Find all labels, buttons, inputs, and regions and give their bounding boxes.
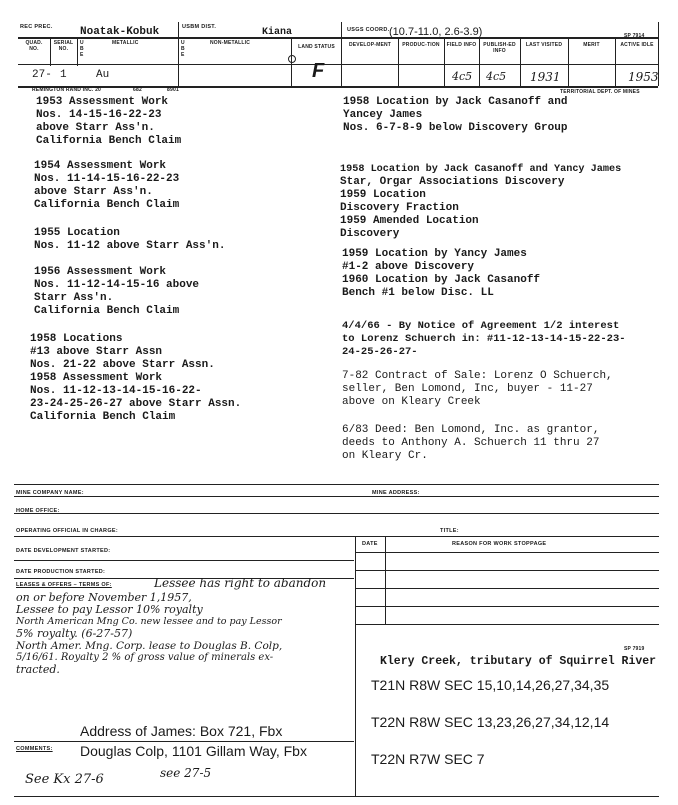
form-number-2: SP 7919 [624,646,645,652]
col-land-status: LAND STATUS [298,44,335,50]
entry-line: Nos. 11-12-14-15-16 above [34,279,200,291]
entry-line: Nos. 11-14-15-16-22-23 [34,173,180,185]
entry-line: 1956 Assessment Work [34,266,167,278]
usbm-dist-label: USBM DIST. [182,24,217,30]
left-entries-1956 [34,266,199,318]
note-line: 7-82 Contract of Sale: Lorenz O Schuerch, [342,370,613,382]
township-line: T22N R7W SEC 7 [371,751,485,767]
entry-line: 1955 Location [34,227,120,239]
col-metallic: METALLIC [112,40,139,46]
col-active-idle: ACTIVE IDLE [620,42,654,48]
note-line: 6/83 Deed: Ben Lomond, Inc. as grantor, [342,424,600,436]
entry-line: Bench #1 below Disc. LL [342,287,494,299]
entry-line: Nos. 11-12 above Starr Ass'n. [34,240,226,252]
comments-label: COMMENTS: [16,746,53,752]
metallic-value: Au [96,69,110,81]
col-field-info: FIELD INFO [446,42,477,48]
col-ube-1: U B E [80,40,84,58]
entry-line: California Bench Claim [36,135,182,147]
lease-line: on or before November 1,1957, [16,591,192,604]
entry-line: California Bench Claim [34,305,180,317]
reason-stoppage-label: REASON FOR WORK STOPPAGE [452,541,547,547]
right-notes-1966 [342,320,626,359]
note-line: 24-25-26-27- [342,346,418,358]
entry-line: 1958 Location by Jack Casanoff and [343,96,568,108]
printer-code-1: 682 [133,87,142,93]
date-production-label: DATE PRODUCTION STARTED: [16,569,106,575]
comment-line: Address of James: Box 721, Fbx [80,723,283,739]
land-status-value: F [312,60,325,82]
note-line: 4/4/66 - By Notice of Agreement 1/2 interest [342,320,620,332]
col-development: DEVELOP-MENT [348,42,392,48]
entry-line: California Bench Claim [30,411,176,423]
last-visited-value: 1931 [530,70,561,84]
printer-mark: REMINGTON RAND INC. 20 [32,87,102,93]
entry-line: Nos. 14-15-16-22-23 [36,109,162,121]
note-line: seller, Ben Lomond, Inc, buyer - 11-27 [342,383,593,395]
right-entries [343,96,567,135]
col-serial-no: SERIAL NO. [53,40,74,52]
leases-label: LEASES & OFFERS – TERMS OF: [16,582,112,588]
note-line: above on Kleary Creek [342,396,481,408]
entry-line: 1958 Assessment Work [30,372,163,384]
territorial-dept: TERRITORIAL DEPT. OF MINES [560,89,640,95]
col-ube-2: U B E [181,40,185,58]
township-line: T22N R8W SEC 13,23,26,27,34,12,14 [371,714,610,730]
entry-line: above Starr Ass'n. [36,122,155,134]
col-published-info: PUBLISH-ED INFO [483,42,516,54]
home-office-label: HOME OFFICE: [16,508,60,514]
operating-official-label: OPERATING OFFICIAL IN CHARGE: [16,528,118,534]
left-entries-1958 [30,333,241,424]
rec-prec-label: REC PREC. [20,24,53,30]
quad-value: 27- [32,69,52,81]
usgs-coord-label: USGS COORD. [347,27,390,33]
entry-line: California Bench Claim [34,199,180,211]
township-line: T21N R8W SEC 15,10,14,26,27,34,35 [371,677,610,693]
entry-line: Nos. 11-12-13-14-15-16-22- [30,385,202,397]
title-label: TITLE: [440,528,459,534]
col-quad-no: QUAD. NO. [25,40,43,52]
rec-prec-value: Noatak-Kobuk [80,26,160,38]
field-info-value: 4c5 [452,70,473,83]
note-line: to Lorenz Schuerch in: #11-12-13-14-15-22-23- [342,333,626,345]
entry-line: 1958 Locations [30,333,123,345]
lease-line: North Amer. Mng. Corp. lease to Douglas B. Colp, [16,640,283,652]
right-notes-1982 [342,370,613,409]
right-notes-1983 [342,424,599,463]
entry-line: #13 above Starr Assn [30,346,163,358]
col-production: PRODUC-TION [402,42,440,48]
comment-line: Douglas Colp, 1101 Gillam Way, Fbx [80,743,307,759]
entry-line: 23-24-25-26-27 above Starr Assn. [30,398,242,410]
entry-line: 1959 Amended Location [340,215,479,227]
entry-line: 1958 Location by Jack Casanoff and Yancy James [340,164,622,175]
printer-code-2: 8901 [167,87,179,93]
entry-line: 1953 Assessment Work [36,96,169,108]
note-line: on Kleary Cr. [342,450,428,462]
col-merit: MERIT [583,42,600,48]
see-reference-1: See Kx 27-6 [25,772,104,787]
lease-line: North American Mng Co. new lessee and to pay Lessor [16,616,282,627]
leases-text [16,592,282,676]
col-last-visited: LAST VISITED [525,42,563,48]
left-entries-1955 [34,227,225,253]
entry-line: Starr Ass'n. [34,292,114,304]
lease-line: Lessee to pay Lessor 10% royalty [16,603,203,616]
entry-line: Nos. 6-7-8-9 below Discovery Group [343,122,568,134]
right-entries-group2 [340,163,621,241]
published-info-value: 4c5 [486,70,507,83]
entry-line: 1959 Location by Yancy James [342,248,527,260]
entry-line: #1-2 above Discovery [342,261,475,273]
lease-line: 5/16/61. Royalty 2 % of gross value of minerals ex- [16,652,274,663]
usbm-dist-value: Kiana [262,27,293,38]
entry-line: Discovery [340,228,400,240]
lease-line: 5% royalty. (6-27-57) [16,627,133,640]
entry-line: Yancey James [343,109,423,121]
lease-line: tracted. [16,663,60,676]
form-number: SP 7914 [624,33,645,39]
left-entries [36,96,181,148]
entry-line: 1959 Location [340,189,426,201]
entry-line: above Starr Ass'n. [34,186,153,198]
usgs-coord-value: (10.7-11.0, 2.6-3.9) [389,26,483,38]
see-reference-2: see 27-5 [160,766,212,780]
serial-value: 1 [60,69,67,81]
entry-line: Nos. 21-22 above Starr Assn. [30,359,215,371]
note-line: deeds to Anthony A. Schuerch 11 thru 27 [342,437,600,449]
mine-address-label: MINE ADDRESS: [372,490,420,496]
right-entries-group3 [342,248,540,300]
entry-line: 1960 Location by Jack Casanoff [342,274,541,286]
date-development-label: DATE DEVELOPMENT STARTED: [16,548,111,554]
date-column-label: DATE [362,541,378,547]
entry-line: 1954 Assessment Work [34,160,167,172]
col-nonmetallic: NON-METALLIC [210,40,251,46]
active-idle-value: 1953 [628,70,659,84]
location-title: Klery Creek, tributary of Squirrel River [380,655,657,668]
left-entries-1954 [34,160,179,212]
entry-line: Discovery Fraction [340,202,459,214]
leases-line-1: Lessee has right to abandon [154,576,327,590]
mine-company-label: MINE COMPANY NAME: [16,490,84,496]
entry-line: Star, Orgar Associations Discovery [340,176,565,188]
